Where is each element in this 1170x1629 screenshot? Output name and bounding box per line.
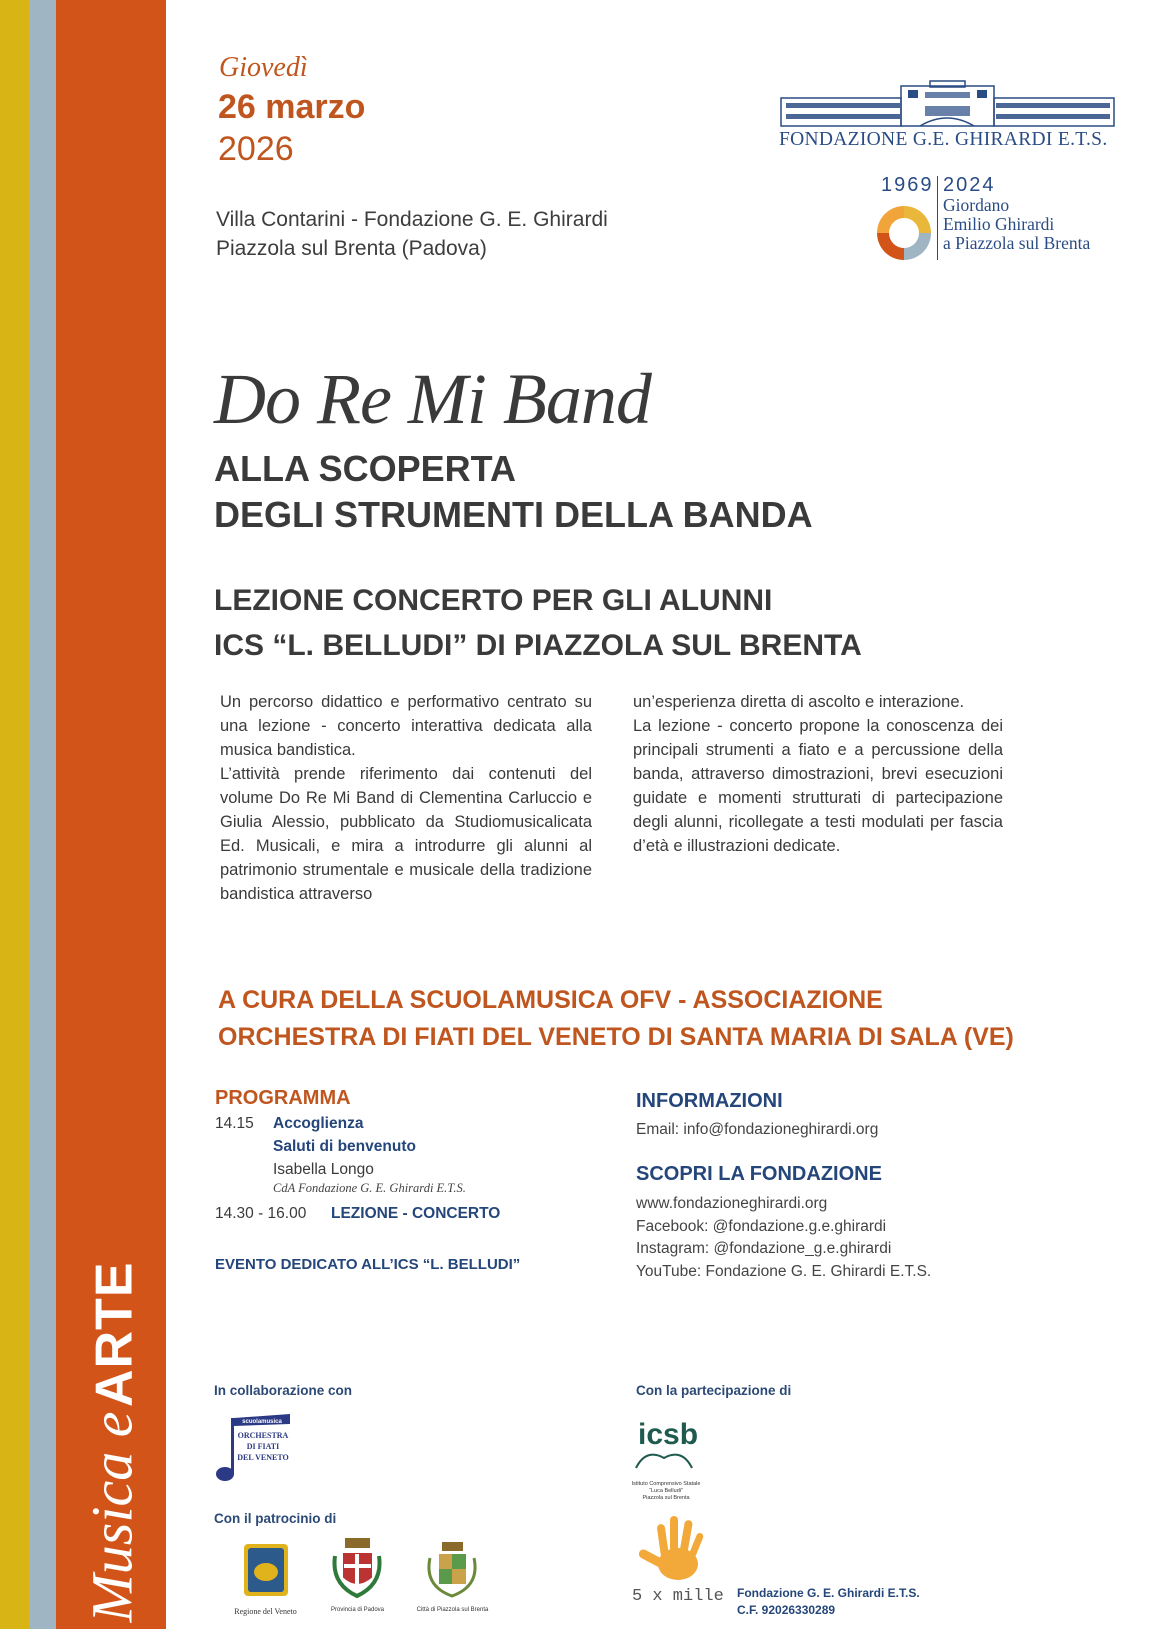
participation-heading: Con la partecipazione di	[636, 1383, 792, 1398]
anniversary-divider	[937, 176, 938, 260]
discover-heading: SCOPRI LA FONDAZIONE	[636, 1163, 882, 1185]
stripe-blue	[29, 0, 56, 1629]
series-label-italic: Musica e	[79, 1411, 145, 1623]
svg-text:scuolamusica: scuolamusica	[242, 1419, 282, 1425]
lesson-line-2: ICS “L. BELLUDI” DI PIAZZOLA SUL BRENTA	[214, 629, 862, 662]
stripe-yellow	[0, 0, 29, 1629]
venue-line-1: Villa Contarini - Fondazione G. E. Ghirardi	[216, 208, 608, 231]
school-book-icon	[626, 1408, 706, 1476]
description-right	[633, 690, 1003, 858]
icsb-logo	[626, 1408, 706, 1500]
citta-piazzola-logo	[410, 1540, 495, 1620]
program-time: 14.30 - 16.00	[215, 1205, 307, 1222]
program-heading: PROGRAMMA	[215, 1087, 351, 1109]
svg-text:ORCHESTRA: ORCHESTRA	[237, 1431, 289, 1440]
dedicated-note: EVENTO DEDICATO ALL’ICS “L. BELLUDI”	[215, 1256, 521, 1273]
description-paragraph: Un percorso didattico e performativo centrato su una lezione - concerto interattiva dedicata alla musica bandistica.	[220, 693, 592, 759]
icsb-caption-3: Piazzola sul Brenta	[642, 1495, 690, 1501]
program-title: Saluti di benvenuto	[273, 1138, 416, 1155]
instagram-link[interactable]: Instagram: @fondazione_g.e.ghirardi	[636, 1240, 892, 1257]
website-link[interactable]: www.fondazioneghirardi.org	[636, 1195, 828, 1212]
patron-caption: Provincia di Padova	[330, 1607, 385, 1613]
anniversary-text	[943, 196, 1090, 253]
description-paragraph: un’esperienza diretta di ascolto e interazione.	[633, 693, 965, 711]
svg-text:icsb: icsb	[637, 1418, 699, 1451]
info-email[interactable]: Email: info@fondazioneghirardi.org	[636, 1121, 879, 1138]
anniversary-end: 2024	[943, 174, 996, 196]
swirl-icon	[873, 202, 935, 264]
info-heading: INFORMAZIONI	[636, 1090, 783, 1112]
subtitle-line-1: ALLA SCOPERTA	[214, 448, 516, 489]
event-venue	[216, 205, 608, 263]
foundation-name: FONDAZIONE G.E. GHIRARDI E.T.S.	[779, 129, 1108, 150]
orchestra-logo	[214, 1412, 294, 1484]
villa-building-icon	[780, 80, 1115, 128]
lesson-heading	[214, 578, 862, 668]
svg-text:DI FIATI: DI FIATI	[246, 1442, 280, 1451]
anniversary-line-1: Giordano	[943, 195, 1010, 215]
program-person: Isabella Longo	[273, 1161, 374, 1178]
curated-line-2: ORCHESTRA DI FIATI DEL VENETO DI SANTA MARIA DI SALA (VE)	[218, 1023, 1014, 1051]
program-time: 14.15	[215, 1115, 254, 1132]
hand-icon	[632, 1512, 712, 1584]
event-title: Do Re Mi Band	[214, 359, 651, 439]
program-title: LEZIONE - CONCERTO	[331, 1205, 501, 1222]
event-subtitle	[214, 446, 813, 538]
music-note-icon	[214, 1412, 294, 1484]
patronage-heading: Con il patrocinio di	[214, 1511, 337, 1526]
lion-crest-icon	[228, 1540, 303, 1602]
facebook-link[interactable]: Facebook: @fondazione.g.e.ghirardi	[636, 1217, 887, 1235]
collaboration-heading: In collaborazione con	[214, 1383, 353, 1398]
curated-line-1: A CURA DELLA SCUOLAMUSICA OFV - ASSOCIAZIONE	[218, 986, 883, 1014]
description-paragraph: La lezione - concerto propone la conoscenza dei principali strumenti a fiato e a percussione della banda, attraverso dimostrazioni, brevi esecuzioni guidate e momenti strutturati di partecipazione degli alunni, ricollegate a testi modulati per fascia d’età e illustrazioni dedicate.	[633, 717, 1003, 855]
icsb-caption-2: “Luca Belludi”	[649, 1488, 683, 1494]
event-date: 26 marzo	[218, 88, 366, 126]
five-x-mille-info	[737, 1585, 920, 1619]
event-year: 2026	[218, 130, 294, 168]
anniversary-line-2: Emilio Ghirardi	[943, 214, 1055, 234]
youtube-link[interactable]: YouTube: Fondazione G. E. Ghirardi E.T.S.	[636, 1262, 932, 1280]
crown-crest-icon	[325, 1536, 390, 1602]
description-paragraph: L’attività prende riferimento dai contenuti del volume Do Re Mi Band di Clementina Carluccio e Giulia Alessio, pubblicato da Studiomusicalicata Ed. Musicali, e mira a introdurre gli alunni al patrimonio strumentale e musicale della tradizione bandistica attraverso	[220, 765, 592, 903]
anniversary-start: 1969	[881, 174, 934, 196]
icsb-caption-1: Istituto Comprensivo Statale	[631, 1481, 701, 1487]
venue-line-2: Piazzola sul Brenta (Padova)	[216, 237, 487, 260]
series-label	[62, 1262, 162, 1622]
regione-veneto-logo	[228, 1540, 303, 1620]
curated-by	[218, 982, 1014, 1056]
patron-caption: Regione del Veneto	[234, 1607, 297, 1616]
five-x-mille-org: Fondazione G. E. Ghirardi E.T.S.	[737, 1586, 920, 1600]
subtitle-line-2: DEGLI STRUMENTI DELLA BANDA	[214, 494, 813, 535]
town-crest-icon	[410, 1540, 495, 1602]
five-x-mille-label: 5 x mille	[632, 1587, 724, 1606]
five-x-mille-logo	[632, 1512, 732, 1606]
five-x-mille-cf: C.F. 92026330289	[737, 1603, 836, 1617]
program-title: Accoglienza	[273, 1115, 364, 1132]
discover-links	[636, 1193, 931, 1283]
event-day: Giovedì	[219, 52, 308, 83]
anniversary-line-3: a Piazzola sul Brenta	[943, 233, 1091, 253]
description-left	[220, 690, 592, 906]
series-label-bold: ARTE	[85, 1261, 144, 1408]
svg-text:DEL VENETO: DEL VENETO	[237, 1453, 289, 1462]
program-role: CdA Fondazione G. E. Ghirardi E.T.S.	[273, 1181, 466, 1195]
patron-caption: Città di Piazzola sul Brenta	[416, 1607, 489, 1613]
provincia-padova-logo	[325, 1536, 390, 1616]
lesson-line-1: LEZIONE CONCERTO PER GLI ALUNNI	[214, 584, 773, 617]
